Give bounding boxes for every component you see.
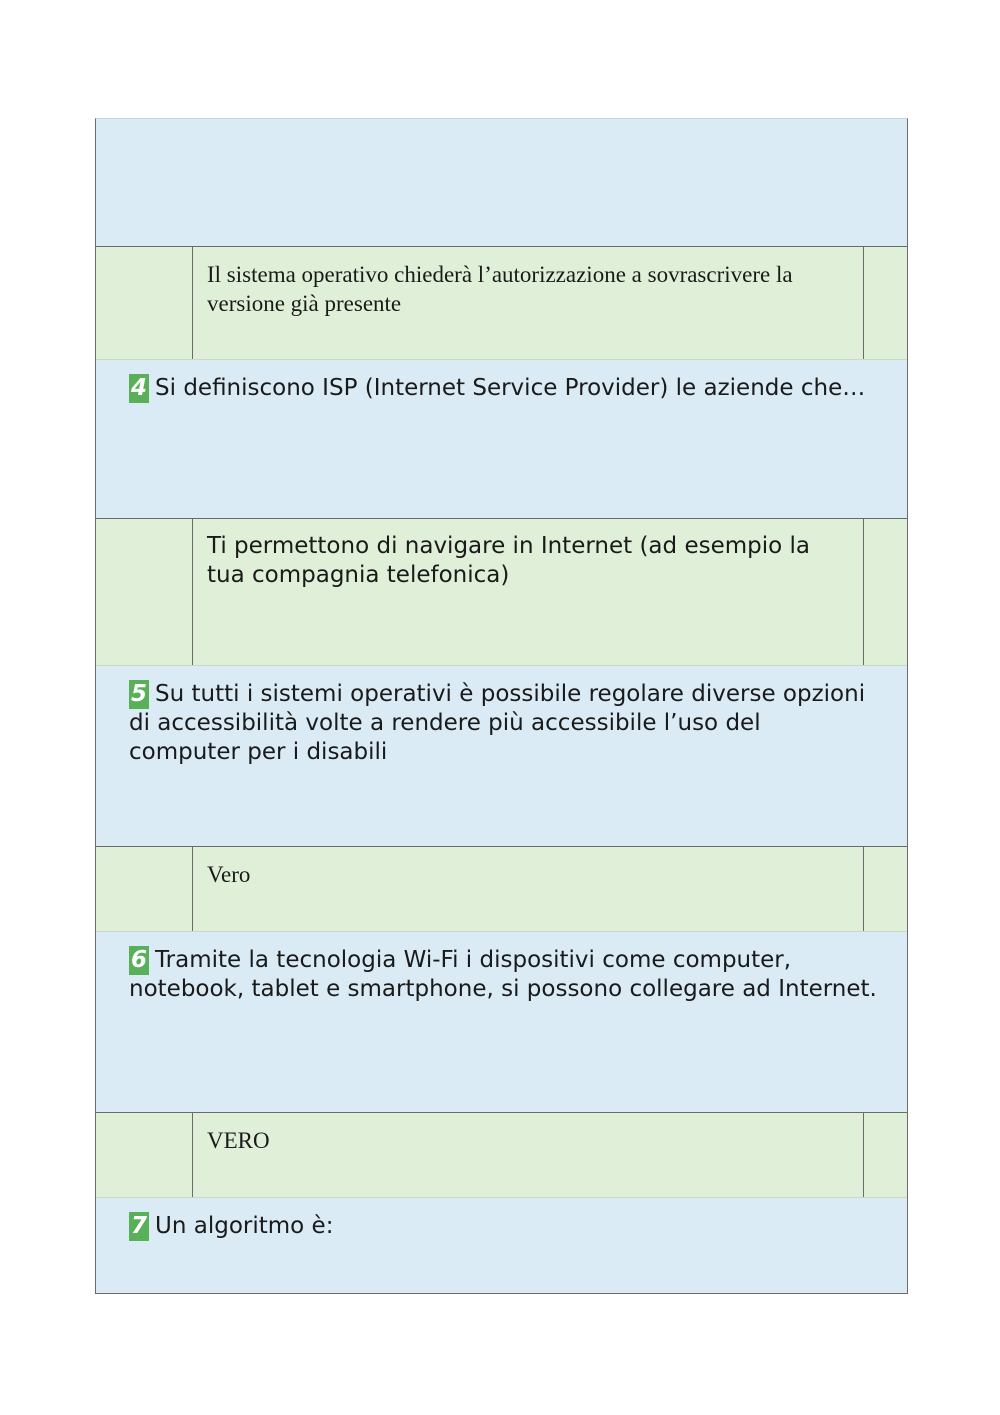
question-text: Un algoritmo è:: [155, 1213, 334, 1239]
answer-row: [96, 246, 907, 360]
answer-left-cell: [96, 247, 192, 359]
answer-cell: [192, 519, 864, 665]
question-row-5: [96, 666, 907, 846]
question-number-badge: 7: [131, 1213, 148, 1239]
question-number-badge: 6: [131, 947, 148, 973]
answer-left-cell: [96, 519, 192, 665]
answer-text: Il sistema operativo chiederà l’autorizzazione a sovrascrivere la versione già presente: [207, 262, 793, 316]
question-text: Su tutti i sistemi operativi è possibile regolare diverse opzioni di accessibilità volte a rendere più accessibile l’uso del computer per i disabili: [129, 681, 866, 765]
answer-text: Vero: [207, 862, 251, 887]
quiz-table: [95, 118, 908, 1294]
answer-cell: [192, 247, 864, 359]
answer-cell: [192, 1113, 864, 1197]
question-text-block: [129, 374, 877, 403]
answer-cell: [192, 847, 864, 931]
answer-row: [96, 518, 907, 666]
answer-row: [96, 846, 907, 932]
question-number-badge: 4: [131, 375, 148, 401]
question-text: Si definiscono ISP (Internet Service Provider) le aziende che…: [155, 375, 866, 401]
question-number-badge: 5: [131, 681, 148, 707]
question-row-7: [96, 1198, 907, 1293]
question-row-empty: [96, 119, 907, 246]
question-row-4: [96, 360, 907, 518]
question-text: Tramite la tecnologia Wi-Fi i dispositivi come computer, notebook, tablet e smartphone, si possono collegare ad Internet.: [129, 947, 877, 1002]
answer-text: Ti permettono di navigare in Internet (ad esempio la tua compagnia telefonica): [207, 533, 810, 588]
question-row-6: [96, 932, 907, 1112]
answer-row: [96, 1112, 907, 1198]
answer-left-cell: [96, 847, 192, 931]
answer-left-cell: [96, 1113, 192, 1197]
question-text-block: [129, 946, 877, 1004]
question-text-block: [129, 1212, 877, 1241]
question-text-block: [129, 680, 877, 767]
answer-text: VERO: [207, 1128, 270, 1153]
